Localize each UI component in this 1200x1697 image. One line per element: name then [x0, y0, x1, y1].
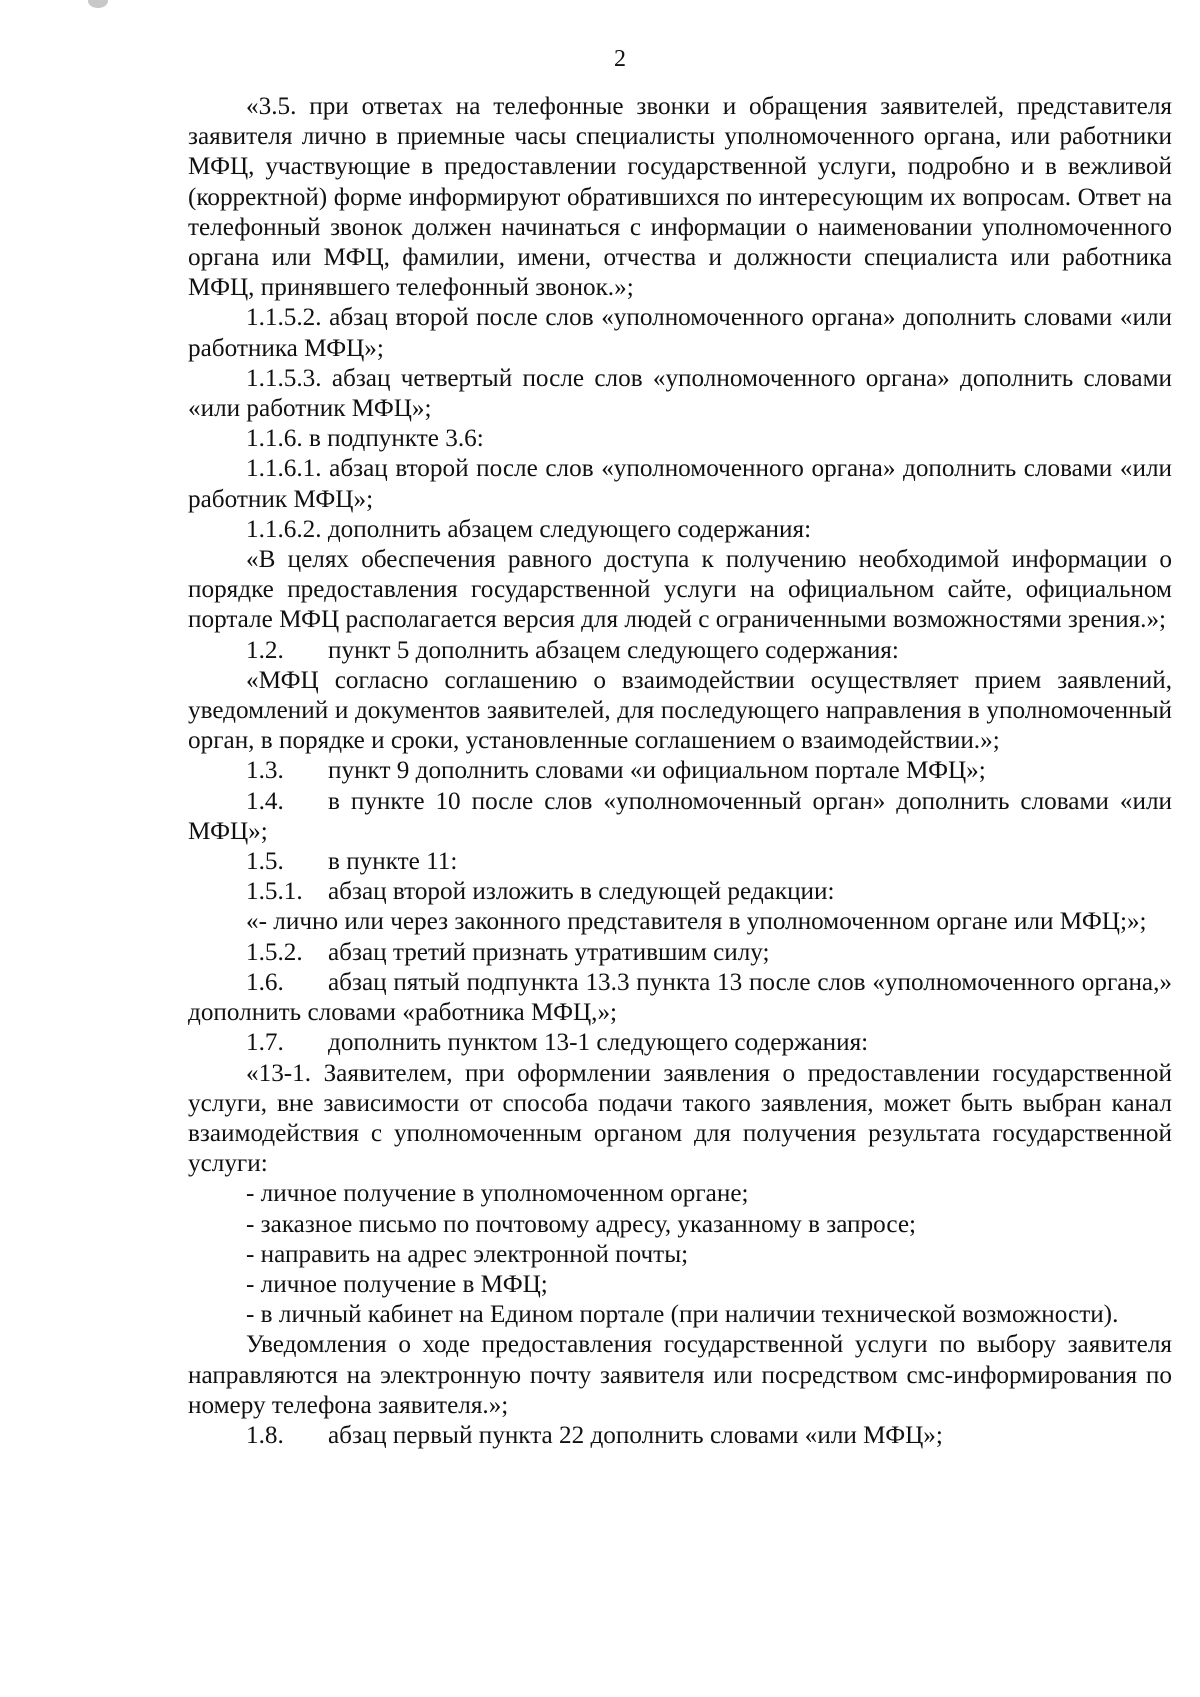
item-number: 1.5.2. — [246, 938, 303, 966]
paragraph-1-1-5-3: 1.1.5.3. абзац четвертый после слов «уполномоченного органа» дополнить словами «или работник МФЦ»; — [188, 364, 1172, 423]
channel-list-item-portal: - в личный кабинет на Едином портале (при наличии технической возможности). — [246, 1301, 1119, 1329]
channel-list-item: - личное получение в уполномоченном органе; — [246, 1180, 749, 1208]
item-1-8 — [188, 1421, 1172, 1451]
item-1-4 — [188, 787, 1172, 847]
page-number: 2 — [614, 46, 626, 72]
item-number: 1.8. — [246, 1421, 284, 1449]
paragraph-1-1-5-2: 1.1.5.2. абзац второй после слов «уполномоченного органа» дополнить словами «или работника МФЦ»; — [188, 304, 1172, 362]
paragraph-notifications: Уведомления о ходе предоставления государственной услуги по выбору заявителя направляются на электронную почту заявителя или посредством смс-информирования по номеру телефона заявителя.»; — [188, 1331, 1172, 1419]
item-text: абзац первый пункта 22 дополнить словами «или МФЦ»; — [328, 1421, 943, 1449]
item-text: в пункте 11: — [328, 848, 458, 876]
item-1-7 — [188, 1028, 1172, 1058]
item-text: пункт 5 дополнить абзацем следующего содержания: — [328, 636, 899, 664]
item-1-6 — [188, 968, 1172, 1028]
item-number: 1.5. — [246, 848, 284, 876]
item-text: в пункте 10 после слов «уполномоченный орган» дополнить словами «или МФЦ»; — [188, 787, 1172, 845]
item-text: абзац второй изложить в следующей редакции: — [328, 878, 835, 906]
item-1-5 — [188, 847, 1172, 877]
item-number: 1.3. — [246, 757, 284, 785]
item-1-5-1 — [188, 877, 1172, 907]
channel-list-item: - личное получение в МФЦ; — [246, 1270, 548, 1298]
item-1-2 — [188, 636, 1172, 666]
item-number: 1.4. — [246, 787, 284, 815]
item-1-3 — [188, 756, 1172, 786]
item-text: абзац третий признать утратившим силу; — [328, 938, 770, 966]
paragraph-13-1-quote: «13-1. Заявителем, при оформлении заявления о предоставлении государственной услуги, вне зависимости от способа подачи такого заявления, может быть выбран канал взаимодействия с уполномоченным органом для получения результата государственной услуги: — [188, 1059, 1172, 1178]
paragraph-1-1-6: 1.1.6. в подпункте 3.6: — [246, 425, 484, 453]
item-number: 1.6. — [246, 968, 284, 996]
channel-list-item: - направить на адрес электронной почты; — [246, 1240, 689, 1268]
paragraph-1-1-6-2: 1.1.6.2. дополнить абзацем следующего содержания: — [246, 515, 812, 543]
item-number: 1.7. — [246, 1029, 284, 1057]
paragraph-equal-access-quote: «В целях обеспечения равного доступа к получению необходимой информации о порядке предоставления государственной услуги на официальном сайте, официальном портале МФЦ располагается версия для людей с ограниченными возможностями зрения.»; — [188, 546, 1172, 634]
item-text: абзац пятый подпункта 13.3 пункта 13 после слов «уполномоченного органа,» дополнить словами «работника МФЦ,»; — [188, 968, 1172, 1027]
paragraph-1-1-6-1: 1.1.6.1. абзац второй после слов «уполномоченного органа» дополнить словами «или работник МФЦ»; — [188, 455, 1172, 513]
document-body — [188, 92, 1172, 1451]
item-1-5-2 — [188, 938, 1172, 968]
item-number: 1.2. — [246, 636, 284, 664]
item-text: дополнить пунктом 13-1 следующего содержания: — [328, 1029, 869, 1057]
paragraph-3-5: «3.5. при ответах на телефонные звонки и обращения заявителей, представителя заявителя лично в приемные часы специалисты уполномоченного органа, или работники МФЦ, участвующие в предоставлении государственной услуги, подробно и в вежливой (корректной) форме информируют обратившихся по интересующим их вопросам. Ответ на телефонный звонок должен начинаться с информации о наименовании уполномоченного органа или МФЦ, фамилии, имени, отчества и должности специалиста или работника МФЦ, принявшего телефонный звонок.»; — [188, 93, 1172, 302]
channel-list-item: - заказное письмо по почтовому адресу, указанному в запросе; — [246, 1210, 917, 1238]
paragraph-mfc-agreement-quote: «МФЦ согласно соглашению о взаимодействии осуществляет прием заявлений, уведомлений и документов заявителей, для последующего направления в уполномоченный орган, в порядке и сроки, установленные соглашением о взаимодействии.»; — [188, 666, 1172, 755]
item-number: 1.5.1. — [246, 878, 303, 906]
item-text: пункт 9 дополнить словами «и официальном портале МФЦ»; — [328, 757, 986, 785]
scan-speck — [88, 0, 108, 8]
paragraph-in-person-quote: «- лично или через законного представителя в уполномоченном органе или МФЦ;»; — [246, 908, 1147, 936]
